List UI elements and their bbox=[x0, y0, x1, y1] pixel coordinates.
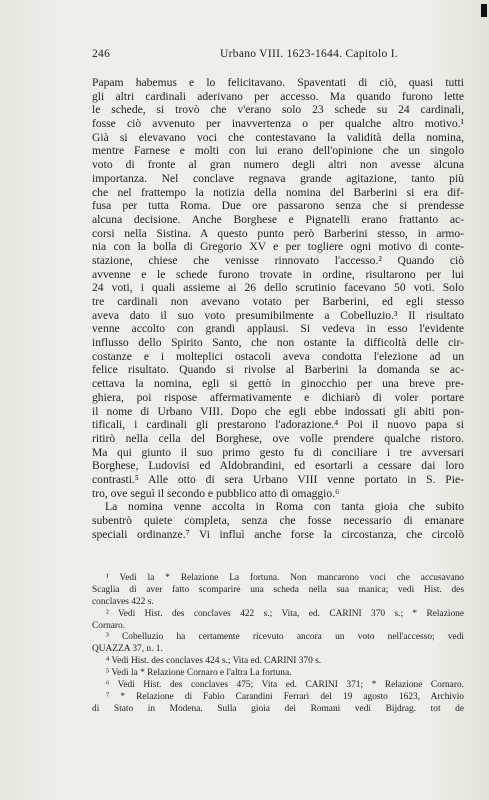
text-line: Papam habemus e lo felicitavano. Spaventati di ciò, quasi tutti bbox=[92, 76, 464, 89]
footnote-line: ⁴ Vedi Hist. des conclaves 424 s.; Vita ed. CARINI 370 s. bbox=[106, 656, 322, 667]
footnote-line: ¹ Vedi la * Relazione La fortuna. Non mancarono voci che accusavano bbox=[106, 573, 464, 583]
text-line: tre cardinali non avevano votato per Barberini, ed egli stesso bbox=[92, 295, 464, 308]
text-line: le schede, si trovò che v'erano solo 23 schede su 24 cardinali, bbox=[92, 103, 464, 117]
footnote-line: Cornaro. bbox=[92, 620, 126, 631]
page-edge-mark bbox=[481, 4, 487, 17]
text-line: gli altri cardinali aderivano per accesso. Ma quando furono lette bbox=[92, 89, 464, 103]
footnotes bbox=[92, 573, 464, 716]
footnote-line: di Stato in Modena. Sulla gioia dei Romani vedi Bijdrag. tot de bbox=[92, 703, 464, 714]
text-line: alcuna decisione. Anche Borghese e Pignatelli erano frattanto ac- bbox=[92, 212, 464, 226]
text-line: tro, ove seguì il secondo e pubblico atto di omaggio.⁶ bbox=[92, 486, 340, 500]
main-text bbox=[92, 76, 464, 541]
text-line: fosse ciò avvenuto per inavvertenza o per qualche altro motivo.¹ bbox=[92, 117, 464, 131]
text-line: influsso dello Spirito Santo, che non ostante la difficoltà delle cir- bbox=[92, 336, 464, 350]
footnote-line: ⁷ * Relazione di Fabio Carandini Ferrari del 19 agosto 1623, Archivio bbox=[106, 691, 464, 702]
footnote-line: ³ Cobelluzio ha certamente ricevuto ancora un voto nell'accesso; vedi bbox=[106, 632, 464, 643]
text-line: mentre Farnese e molti con lui erano dell'opinione che un singolo bbox=[92, 144, 464, 158]
footnote-line: ² Vedi Hist. des conclaves 422 s.; Vita, ed. CARINI 370 s.; * Relazione bbox=[106, 608, 464, 619]
text-line: tificali, i cardinali gli prestarono l'adorazione.⁴ Poi il nuovo papa si bbox=[92, 418, 464, 432]
text-line: La nomina venne accolta in Roma con tanta gioia che subito bbox=[105, 500, 464, 514]
footnote-line: conclaves 422 s. bbox=[92, 596, 154, 607]
text-line: nia con la bolla di Gregorio XV e per togliere ogni motivo di conte- bbox=[92, 240, 464, 254]
text-line: importanza. Nel conclave regnava grande agitazione, tanto più bbox=[92, 171, 464, 185]
text-line: avvenne e le schede furono trovate in ordine, risultarono per lui bbox=[92, 267, 464, 281]
text-line: Borghese, Ludovisi ed Aldobrandini, ed esortarli a cessare dai loro bbox=[92, 459, 464, 473]
text-line: ritirò nella cella del Borghese, ove volle prendere qualche ristoro. bbox=[92, 431, 464, 445]
running-title: Urbano VIII. 1623-1644. Capitolo I. bbox=[220, 48, 398, 60]
text-line: corsi nella Sistina. A questo punto però Barberini stesso, in armo- bbox=[92, 226, 464, 240]
page-header bbox=[92, 48, 404, 64]
text-line: ghiera, poi rispose affermativamente e dichiarò di voler portare bbox=[92, 390, 464, 404]
text-line: voto di fronte al gran numero degli altri non avesse alcuna bbox=[92, 158, 464, 172]
text-line: felice risultato. Quando si rivolse al Barberini la domanda se ac- bbox=[92, 363, 464, 377]
footnote-line: ⁵ Vedi la * Relazione Cornaro e l'altra La fortuna. bbox=[106, 668, 292, 679]
page-number: 246 bbox=[92, 48, 111, 60]
text-line: 24 voti, i quali assieme ai 26 dello scrutinio facevano 50 voti. Solo bbox=[92, 281, 464, 295]
footnote-line: Scaglia di aver fatto scomparire una scheda nella sua manica; vedi Hist. des bbox=[92, 584, 464, 595]
text-line: speciali ordinanze.⁷ Vi influì anche forse la circostanza, che circolò bbox=[92, 527, 464, 541]
text-line: aveva dato il suo voto presumibilmente a Cobelluzio.³ Il risultato bbox=[92, 308, 464, 322]
text-line: che nel frattempo la notizia della nomina del Barberini si era dif- bbox=[92, 185, 464, 199]
text-line: venne accolto con grandi applausi. Si vedeva in esso l'evidente bbox=[92, 322, 464, 336]
text-line: contrasti.⁵ Alle otto di sera Urbano VIII venne portato in S. Pie- bbox=[92, 472, 464, 486]
text-line: il nome di Urbano VIII. Dopo che egli ebbe indossati gli abiti pon- bbox=[92, 404, 464, 418]
text-line: Già si elevavano voci che contestavano la validità della nomina, bbox=[92, 130, 464, 144]
text-line: costanze e i molteplici ostacoli aveva condotta l'elezione ad un bbox=[92, 349, 464, 363]
text-line: fusa per tutta Roma. Due ore passarono senza che si prendesse bbox=[92, 199, 464, 213]
text-line: stazione, chiese che venisse rinnovato l'accesso.² Quando ciò bbox=[92, 253, 464, 267]
footnote-line: ⁶ Vedi Hist. des conclaves 475; Vita ed. CARINI 371; * Relazione Cornaro. bbox=[106, 680, 464, 691]
text-line: cettava la nomina, egli si gettò in ginocchio per una breve pre- bbox=[92, 377, 464, 391]
footnote-line: QUAZZA 37, n. 1. bbox=[92, 644, 163, 655]
text-line: subentrò quiete completa, senza che fosse necessario di emanare bbox=[92, 514, 464, 527]
text-line: Ma qui giunto il suo primo gesto fu di conciliare i tre avversari bbox=[92, 445, 464, 459]
